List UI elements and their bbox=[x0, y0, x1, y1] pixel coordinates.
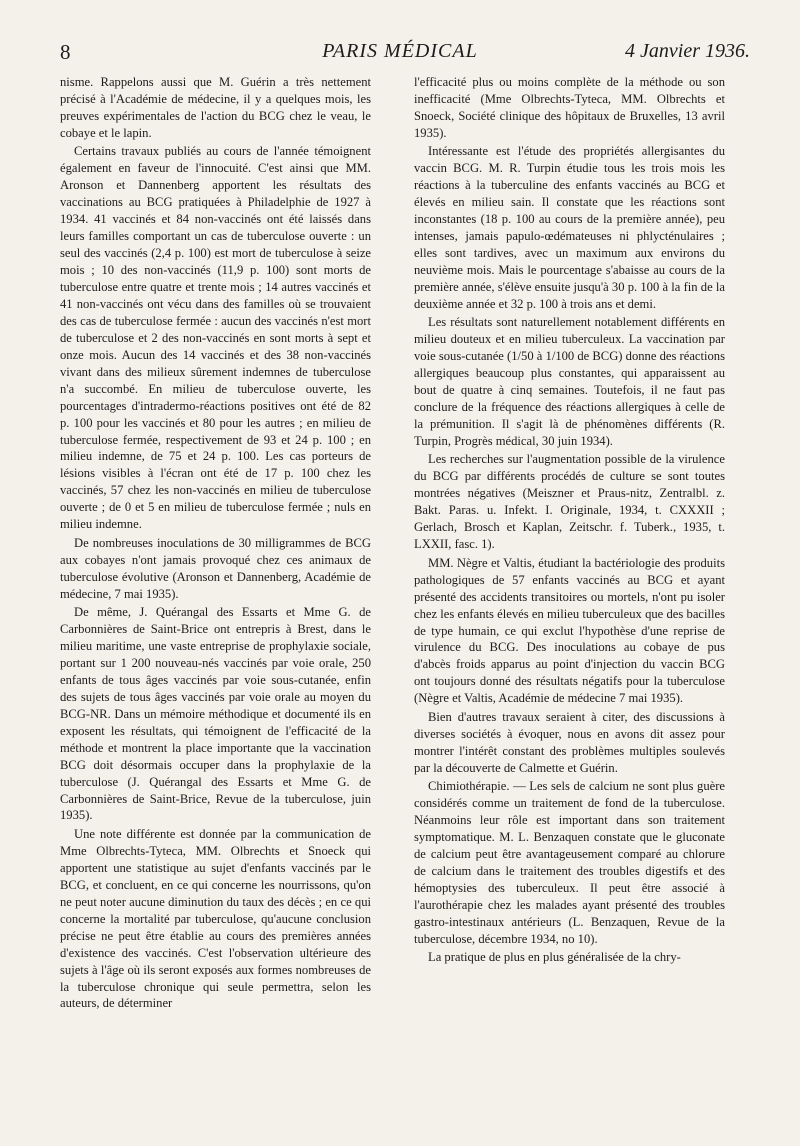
paragraph: Bien d'autres travaux seraient à citer, des discussions à diverses sociétés à évoquer, nous en avons dit assez pour montrer l'intérêt constant des problèmes multiples soulevés par la découverte de Calmette et Guérin. bbox=[414, 709, 725, 775]
issue-date: 4 Janvier 1936. bbox=[625, 40, 750, 62]
paragraph: La pratique de plus en plus généralisée de la chry- bbox=[428, 950, 681, 965]
paragraph: De nombreuses inoculations de 30 milligrammes de BCG aux cobayes n'ont jamais provoqué chez ces animaux de tuberculose évolutive (Aronson et Dannenberg, Académie de médecine, 7 mai 1935). bbox=[60, 535, 371, 601]
paragraph: Une note différente est donnée par la communication de Mme Olbrechts-Tyteca, MM. Olbrechts et Snoeck qui apportent une statistique au sujet d'enfants vaccinés par le BCG, et concluent, en ce qui concerne les nourrissons, qu'on ne peut noter aucune diminution du taux des décès ; en ce qui concerne la mortalité par tuberculose, qu'aucune conclusion précise ne peut être établie au cours des premières années d'existence des vaccinés. C'est l'observation ultérieure des sujets à l'âge où ils seront exposés aux formes nombreuses de la tuberculose chronique qui seule permettra, selon les auteurs, de déterminer bbox=[60, 826, 371, 1011]
paragraph: Les recherches sur l'augmentation possible de la virulence du BCG par différents procédés de culture se sont toutes montrées négatives (Meiszner et Praus-nitz, Zentralbl. z. Bakt. Paras. u. Infekt. I. Originale, 1934, t. CXXXII ; Gerlach, Brosch et Kaplan, Zeitschr. f. Tuberk., 1935, t. LXXII, fasc. 1). bbox=[414, 452, 725, 552]
paragraph: Les résultats sont naturellement notablement différents en milieu douteux et en milieu tuberculeux. La vaccination par voie sous-cutanée (1/50 à 1/100 de BCG) donne des réactions allergiques beaucoup plus constantes, qui apparaissent au bout de quatre à cinq semaines. Toutefois, il ne faut pas conclure de la fréquence des réactions allergiques à celle de la prémunition. Il s'agit là de phénomènes différents (R. Turpin, Progrès médical, 30 juin 1934). bbox=[414, 315, 725, 449]
paragraph: l'efficacité plus ou moins complète de la méthode ou son inefficacité (Mme Olbrechts-Tyteca, MM. Olbrechts et Snoeck, Société clinique des hôpitaux de Bruxelles, 13 avril 1935). bbox=[414, 75, 725, 140]
paragraph: nisme. Rappelons aussi que M. Guérin a très nettement précisé à l'Académie de médecine, il y a quelques mois, les preuves expérimentales de l'action du BCG chez le veau, le cobaye et le lapin. bbox=[60, 75, 371, 140]
paragraph: Intéressante est l'étude des propriétés allergisantes du vaccin BCG. M. R. Turpin étudie tous les trois mois les réactions à la tuberculine des enfants vaccinés au BCG et élevés en milieu sain. Il constate que les réactions sont inconstantes (18 p. 100 au cours de la première année), peu intenses, jamais papulo-œdémateuses ni phlycténulaires ; elles sont tardives, avec un maximum aux environs du neuvième mois. Mais le pourcentage s'abaisse au cours de la première année, s'élève ensuite jusqu'à 30 p. 100 à la fin de la deuxième année et 32 p. 100 à trois ans et demi. bbox=[414, 144, 725, 311]
paragraph: De même, J. Quérangal des Essarts et Mme G. de Carbonnières de Saint-Brice ont entrepris à Brest, dans le milieu maritime, une vaste entreprise de prophylaxie sociale, portant sur 1 200 nouveau-nés vaccinés par voie orale, 250 enfants de tous âges vaccinés par voie sous-cutanée, enfin des sujets de tous âges vaccinés par voie orale au moyen du BCG-NR. Dans un mémoire méthodique et documenté ils en exposent les résultats, qui témoignent de l'efficacité de la méthode et montrent la place importante que la vaccination BCG doit désormais occuper dans la prophylaxie de la tuberculose (J. Quérangal des Essarts et Mme G. de Carbonnières de Saint-Brice, Revue de la tuberculose, juin 1935). bbox=[60, 605, 371, 823]
journal-title: PARIS MÉDICAL bbox=[322, 40, 478, 62]
right-column bbox=[414, 74, 725, 968]
section-paragraph-chimiotherapie: Chimiothérapie. — Les sels de calcium ne sont plus guère considérés comme un traitement de fond de la tuberculose. Néanmoins leur rôle est important dans son traitement symptomatique. M. L. Benzaquen constate que le gluconate de calcium peut être avantageusement comparé au chlorure de calcium dans le traitement des troubles digestifs et des hémoptysies des tuberculeux. Il peut être associé à l'aurothérapie chez les malades ayant présenté des troubles gastro-intestinaux antérieurs (L. Benzaquen, Revue de la tuberculose, décembre 1934, no 10). bbox=[414, 779, 725, 946]
paragraph: Certains travaux publiés au cours de l'année témoignent également en faveur de l'innocuité. C'est ainsi que MM. Aronson et Dannenberg apportent les résultats des vaccinations au BCG pratiquées à Philadelphie de 1927 à 1934. 41 vaccinés et 84 non-vaccinés ont été laissés dans leurs familles comportant un cas de tuberculose ouverte : un seul des vaccinés (2,4 p. 100) est mort de tuberculose à seize mois ; 10 des non-vaccinés (11,9 p. 100) sont morts de tuberculose entre quatre et trente mois ; 14 autres vaccinés et 41 non-vaccinés ont vécu dans des familles où se trouvaient des cas de tuberculose fermée : aucun des vaccinés n'est mort de tuberculose et 2 des non-vaccinés en sont morts à sept et onze mois. Aucun des 14 vaccinés et des 38 non-vaccinés vivant dans des milieux sûrement indemnes de tuberculose n'a succombé. En milieu de tuberculose ouverte, les pourcentages d'intradermo-réactions positives ont été de 82 p. 100 pour les vaccinés et 80 pour les autres ; en milieu de tuberculose fermée, respectivement de 93 et 24 p. 100 ; en milieu indemne, de 75 et 24 p. 100. Les cas porteurs de lésions visibles à l'écran ont été de 17 p. 100 chez les vaccinés, 57 chez les non-vaccinés en milieu de tuberculose ouverte ; de 0 et 5 en milieu de tuberculose fermée ; nuls en milieu indemne. bbox=[60, 144, 371, 532]
paragraph: MM. Nègre et Valtis, étudiant la bactériologie des produits pathologiques de 57 enfants vaccinés au BCG et ayant présenté des accidents transitoires ou mortels, n'ont pu isoler chez les enfants élevés en milieu tuberculeux que des bacilles de type humain, ce qui exclut l'hypothèse d'une reprise de virulence du BCG. Des inoculations au cobaye de pus d'abcès froids apparus au point d'injection du vaccin BCG ont toujours donné des résultats négatifs pour la tuberculose (Nègre et Valtis, Académie de médecine 7 mai 1935). bbox=[414, 555, 725, 706]
page-number: 8 bbox=[60, 40, 71, 64]
left-column bbox=[60, 74, 371, 1014]
page-header bbox=[50, 40, 750, 68]
